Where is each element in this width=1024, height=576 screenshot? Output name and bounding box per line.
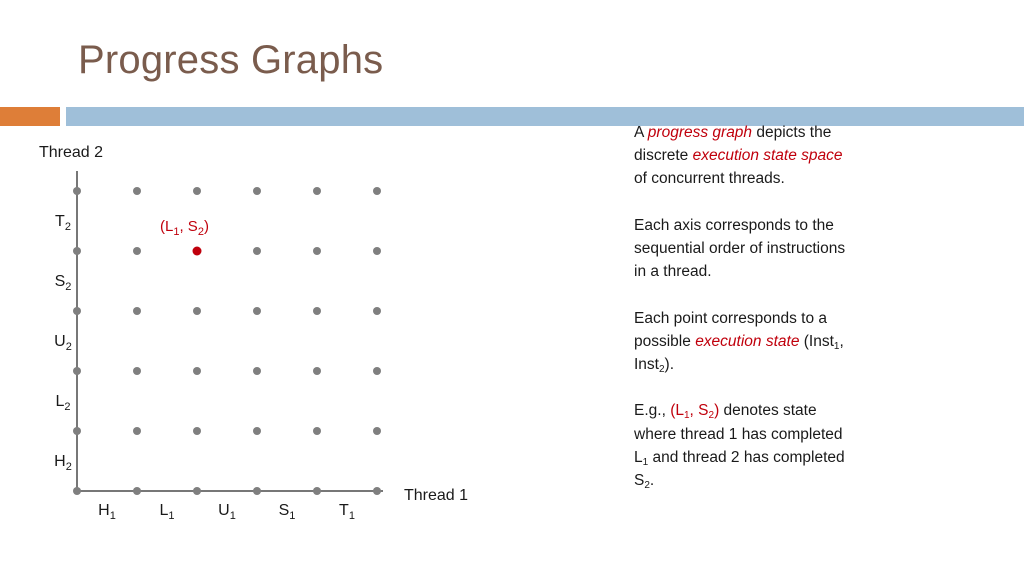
x-axis-label-l1: $L_1$ — [159, 502, 175, 522]
term-progress-graph: progress graph — [647, 124, 753, 141]
subscript: 1 — [833, 340, 840, 352]
state-dot — [373, 487, 381, 495]
state-dot — [373, 367, 381, 375]
text: ). — [664, 356, 675, 373]
text: of concurrent threads. — [634, 170, 785, 188]
subscript: 1 — [642, 456, 649, 468]
state-dot — [133, 247, 141, 255]
axes — [77, 171, 383, 491]
subscript: 2 — [708, 410, 715, 422]
text: , Inst — [634, 332, 844, 373]
example-state: , S — [689, 402, 709, 420]
state-dot — [133, 307, 141, 315]
state-dot — [253, 367, 261, 375]
text: Each point corresponds to a possible — [634, 309, 828, 350]
grid-dots — [73, 187, 381, 495]
description-panel — [634, 121, 849, 515]
highlighted-state-dot — [193, 247, 202, 256]
state-dot — [373, 427, 381, 435]
x-axis-title: Thread 1 — [404, 487, 469, 504]
state-dot — [253, 487, 261, 495]
state-dot — [73, 487, 81, 495]
text: depicts the discrete — [634, 124, 832, 165]
paragraph-point — [634, 307, 849, 377]
x-axis-label-s1: $S_1$ — [278, 502, 296, 522]
y-axis-label-s2: $S_2$ — [54, 273, 72, 293]
state-dot — [73, 427, 81, 435]
text: (Inst — [799, 332, 834, 350]
state-dot — [253, 307, 261, 315]
state-dot — [73, 307, 81, 315]
state-dot — [313, 487, 321, 495]
state-dot — [313, 367, 321, 375]
text: E.g., — [634, 402, 671, 420]
subscript: 2 — [658, 364, 665, 375]
subscript: 1 — [683, 410, 690, 422]
x-axis-labels — [98, 502, 355, 522]
y-axis-label-h2: $H_2$ — [54, 453, 72, 473]
paragraph-example — [634, 399, 849, 492]
state-dot — [313, 427, 321, 435]
example-state: ) — [714, 402, 720, 420]
state-dot — [193, 187, 201, 195]
state-dot — [373, 247, 381, 255]
y-axis-label-u2: $U_2$ — [54, 333, 72, 353]
x-axis-label-u1: $U_1$ — [218, 502, 236, 522]
state-dot — [133, 427, 141, 435]
state-dot — [73, 367, 81, 375]
state-dot — [73, 187, 81, 195]
state-dot — [373, 307, 381, 315]
y-axis-title: Thread 2 — [39, 144, 104, 161]
state-dot — [253, 427, 261, 435]
text: . — [649, 472, 655, 489]
subscript: 2 — [644, 480, 650, 491]
highlight-point-label: ($L_1$, $S_2$) — [160, 218, 209, 238]
state-dot — [253, 247, 261, 255]
term-execution-state-space: execution state space — [692, 147, 843, 165]
state-dot — [373, 187, 381, 195]
paragraph-axis: Each axis corresponds to the sequential order of instructions in a thread. — [634, 216, 846, 281]
state-dot — [313, 187, 321, 195]
y-axis-label-l2: $L_2$ — [55, 393, 71, 413]
highlight-group — [160, 218, 209, 238]
state-dot — [193, 427, 201, 435]
state-dot — [133, 367, 141, 375]
example-state: (L — [670, 402, 684, 420]
paragraph-definition — [634, 121, 849, 191]
state-dot — [253, 187, 261, 195]
y-axis-label-t2: $T_2$ — [55, 213, 71, 233]
y-axis-labels — [54, 213, 72, 473]
text: A — [634, 124, 648, 141]
state-dot — [133, 187, 141, 195]
state-dot — [193, 487, 201, 495]
state-dot — [313, 307, 321, 315]
term-execution-state: execution state — [695, 332, 800, 350]
slide-title: Progress Graphs — [78, 38, 384, 82]
text: and thread 2 has completed S — [634, 448, 845, 489]
state-dot — [73, 247, 81, 255]
state-dot — [313, 247, 321, 255]
state-dot — [193, 367, 201, 375]
text: denotes state where thread 1 has completed L — [634, 402, 843, 466]
x-axis-label-t1: $T_1$ — [339, 502, 355, 522]
state-dot — [193, 307, 201, 315]
state-dot — [133, 487, 141, 495]
x-axis-label-h1: $H_1$ — [98, 502, 116, 522]
